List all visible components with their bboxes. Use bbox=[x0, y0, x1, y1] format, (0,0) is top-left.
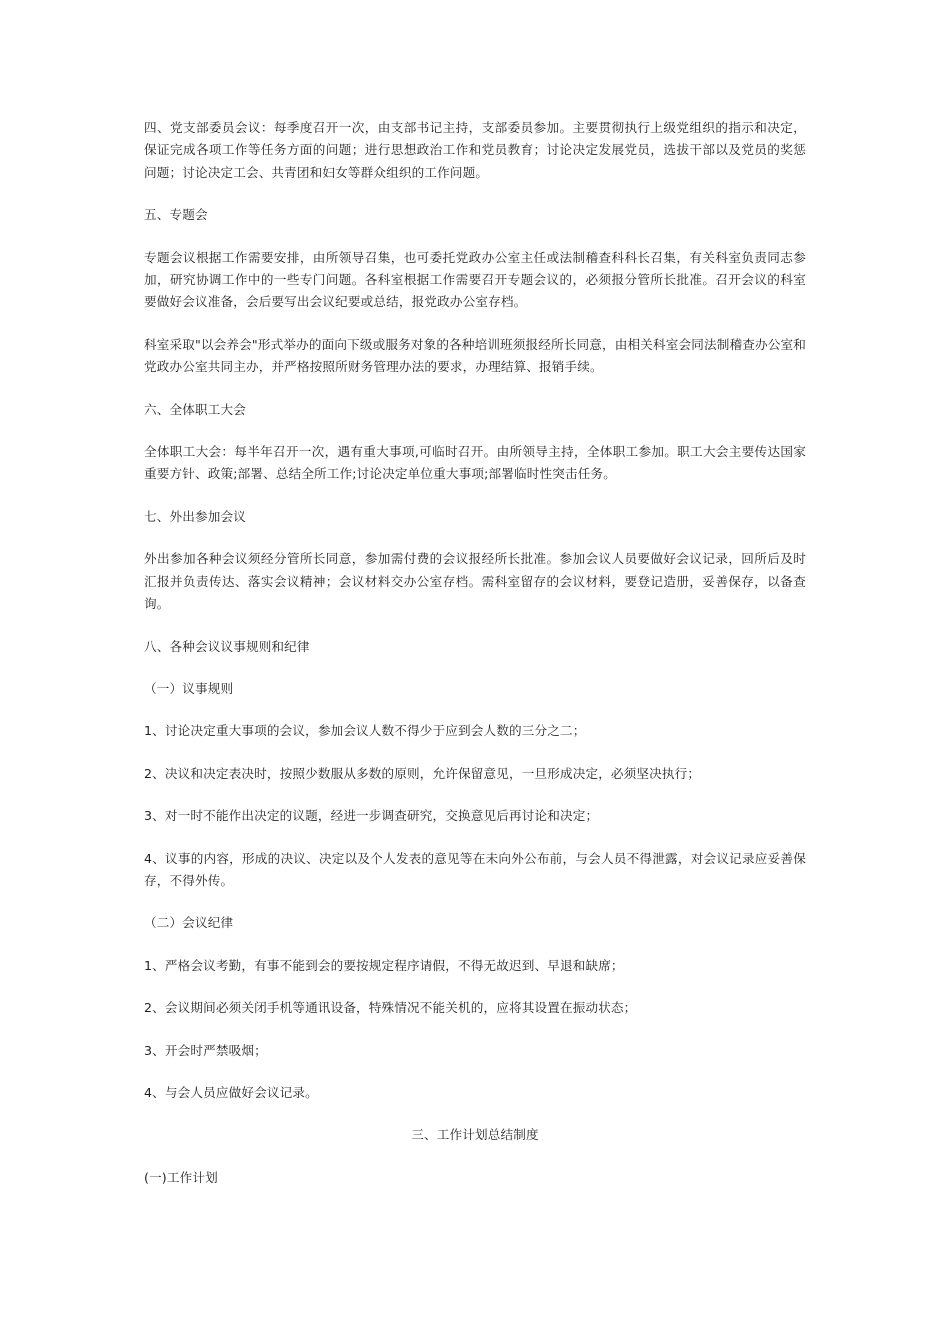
paragraph-all-staff-meeting: 全体职工大会：每半年召开一次，遇有重大事项,可临时召开。由所领导主持，全体职工参加。职工大会主要传达国家重要方针、政策;部署、总结全所工作;讨论决定单位重大事项;部署临时性突击任务。 bbox=[144, 444, 806, 482]
section-title-work-plan-summary: 三、工作计划总结制度 bbox=[411, 1127, 539, 1143]
subheading-work-plan: (一)工作计划 bbox=[144, 1169, 218, 1185]
heading-special-meeting: 五、专题会 bbox=[144, 207, 208, 223]
discipline-item-4: 4、与会人员应做好会议记录。 bbox=[144, 1084, 318, 1100]
paragraph-party-branch-committee-meeting: 四、党支部委员会议：每季度召开一次，由支部书记主持，支部委员参加。主要贯彻执行上级党组织的指示和决定，保证完成各项工作等任务方面的问题；进行思想政治工作和党员教育；讨论决定发展党员，选拔干部以及党员的奖惩问题；讨论决定工会、共青团和妇女等群众组织的工作问题。 bbox=[144, 120, 806, 180]
rule-item-3: 3、对一时不能作出决定的议题，经进一步调查研究，交换意见后再讨论和决定； bbox=[144, 808, 599, 824]
heading-external-meetings: 七、外出参加会议 bbox=[144, 508, 246, 524]
heading-meeting-rules-discipline: 八、各种会议议事规则和纪律 bbox=[144, 638, 310, 654]
heading-all-staff-meeting: 六、全体职工大会 bbox=[144, 401, 246, 417]
rule-item-1: 1、讨论决定重大事项的会议，参加会议人数不得少于应到会人数的三分之二； bbox=[144, 723, 586, 739]
paragraph-training-sessions: 科室采取"以会养会"形式举办的面向下级或服务对象的各种培训班须报经所长同意，由相关科室会同法制稽查办公室和党政办公室共同主办，并严格按照所财务管理办法的要求，办理结算、报销手续。 bbox=[144, 336, 806, 375]
document-body bbox=[144, 117, 806, 1209]
paragraph-special-meeting-rules: 专题会议根据工作需要安排，由所领导召集，也可委托党政办公室主任或法制稽查科科长召集，有关科室负责同志参加，研究协调工作中的一些专门问题。各科室根据工作需要召开专题会议的，必须报分管所长批准。召开会议的科室要做好会议准备，会后要写出会议纪要或总结，报党政办公室存档。 bbox=[144, 249, 806, 310]
paragraph-external-meetings: 外出参加各种会议须经分管所长同意，参加需付费的会议报经所长批准。参加会议人员要做好会议记录，回所后及时汇报并负责传达、落实会议精神；会议材料交办公室存档。需科室留存的会议材料，要登记造册，妥善保存，以备查询。 bbox=[144, 551, 806, 612]
subheading-meeting-discipline: （二）会议纪律 bbox=[144, 915, 234, 931]
rule-item-2: 2、决议和决定表决时，按照少数服从多数的原则，允许保留意见，一旦形成决定，必须坚决执行； bbox=[144, 765, 701, 781]
subheading-procedure-rules: （一）议事规则 bbox=[144, 680, 234, 696]
discipline-item-1: 1、严格会议考勤，有事不能到会的要按规定程序请假，不得无故迟到、早退和缺席； bbox=[144, 957, 624, 973]
discipline-item-3: 3、开会时严禁吸烟； bbox=[144, 1042, 267, 1058]
rule-item-4: 4、议事的内容，形成的决议、决定以及个人发表的意见等在未向外公布前，与会人员不得泄露，对会议记录应妥善保存，不得外传。 bbox=[144, 850, 806, 888]
discipline-item-2: 2、会议期间必须关闭手机等通讯设备，特殊情况不能关机的，应将其设置在振动状态； bbox=[144, 1000, 637, 1016]
